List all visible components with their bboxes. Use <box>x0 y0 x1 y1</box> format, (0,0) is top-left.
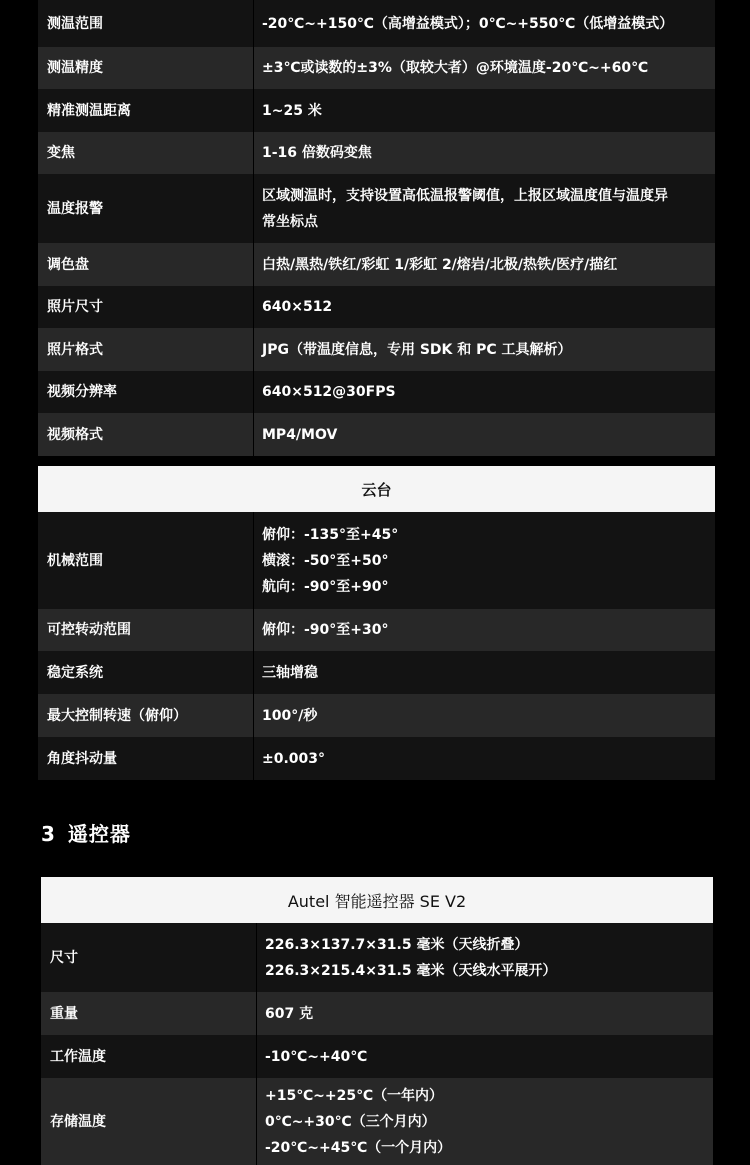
spec-value <box>254 11 715 37</box>
spec-label: 照片格式 <box>38 328 254 371</box>
spec-value <box>254 379 715 405</box>
spec-row <box>38 737 715 780</box>
spec-row <box>38 371 715 413</box>
spec-value-line: 常坐标点 <box>262 213 318 230</box>
remote-header: Autel 智能遥控器 SE V2 <box>41 877 713 923</box>
spec-value <box>254 703 715 729</box>
spec-value-line: 1-16 倍数码变焦 <box>262 145 372 161</box>
spec-value <box>254 746 715 772</box>
spec-value-line: 640×512@30FPS <box>262 384 396 400</box>
spec-value-line: 白热/黑热/铁红/彩虹 1/彩虹 2/熔岩/北极/热铁/医疗/描红 <box>262 256 618 273</box>
spec-value <box>254 183 715 235</box>
spec-label: 机械范围 <box>38 512 254 609</box>
spec-label: 测温精度 <box>38 47 254 89</box>
spec-label: 变焦 <box>38 132 254 174</box>
spec-label: 稳定系统 <box>38 651 254 694</box>
spec-label: 温度报警 <box>38 174 254 243</box>
spec-value-line: 226.3×137.7×31.5 毫米（天线折叠） <box>265 936 529 953</box>
gimbal-header: 云台 <box>38 466 715 512</box>
spec-label: 照片尺寸 <box>38 286 254 328</box>
spec-value <box>254 140 715 166</box>
spec-value-line: MP4/MOV <box>262 426 338 443</box>
spec-value <box>254 294 715 320</box>
spec-row <box>38 47 715 89</box>
spec-value-line: 横滚：-50°至+50° <box>262 552 389 569</box>
section-heading <box>41 818 131 847</box>
spec-label: 工作温度 <box>41 1035 257 1078</box>
spec-label: 可控转动范围 <box>38 609 254 651</box>
spec-value-line: -10℃~+40℃ <box>265 1048 368 1065</box>
spec-value-line: JPG（带温度信息，专用 SDK 和 PC 工具解析） <box>262 341 572 358</box>
spec-row <box>38 89 715 132</box>
spec-row <box>38 174 715 243</box>
spec-row <box>38 132 715 174</box>
spec-value-line: 俯仰：-135°至+45° <box>262 526 399 543</box>
spec-label: 精准测温距离 <box>38 89 254 132</box>
spec-value-line: 三轴增稳 <box>262 664 318 681</box>
spec-value-line: 100°/秒 <box>262 707 318 724</box>
spec-row <box>41 923 713 992</box>
spec-value-line: 0℃~+30℃（三个月内） <box>265 1113 436 1130</box>
spec-value <box>254 422 715 448</box>
spec-value <box>257 1044 713 1070</box>
spec-row <box>38 651 715 694</box>
spec-value-line: -20℃~+150℃（高增益模式）；0℃~+550℃（低增益模式） <box>262 15 674 32</box>
spec-row <box>38 512 715 609</box>
spec-row <box>41 992 713 1035</box>
spec-value <box>254 98 715 124</box>
spec-row <box>38 609 715 651</box>
spec-value <box>254 660 715 686</box>
spec-value-line: ±3℃或读数的±3%（取较大者）@环境温度-20℃~+60℃ <box>262 60 649 76</box>
spec-value <box>254 617 715 643</box>
spec-value-line: 640×512 <box>262 299 333 315</box>
spec-row <box>38 328 715 371</box>
spec-value <box>254 55 715 81</box>
camera-spec-table <box>38 0 715 456</box>
spec-value-line: ±0.003° <box>262 750 326 767</box>
spec-row <box>38 0 715 47</box>
spec-row <box>38 243 715 286</box>
spec-value-line: 航向：-90°至+90° <box>262 578 389 595</box>
spec-label: 重量 <box>41 992 257 1035</box>
gimbal-spec-table <box>38 466 715 780</box>
section-title-text: 遥控器 <box>67 822 131 846</box>
spec-value-line: +15℃~+25℃（一年内） <box>265 1087 444 1104</box>
spec-value-line: 区域测温时，支持设置高低温报警阈值，上报区域温度值与温度异 <box>262 187 668 204</box>
spec-value-line: 226.3×215.4×31.5 毫米（天线水平展开） <box>265 962 557 979</box>
remote-spec-table <box>41 877 713 1165</box>
spec-value-line: 俯仰：-90°至+30° <box>262 622 389 638</box>
spec-row <box>41 1078 713 1165</box>
spec-label: 视频分辨率 <box>38 371 254 413</box>
spec-value <box>257 1083 713 1161</box>
spec-row <box>41 1035 713 1078</box>
spec-label: 测温范围 <box>38 0 254 47</box>
spec-label: 角度抖动量 <box>38 737 254 780</box>
spec-label: 视频格式 <box>38 413 254 456</box>
spec-label: 存储温度 <box>41 1078 257 1165</box>
spec-value <box>257 932 713 984</box>
spec-row <box>38 286 715 328</box>
spec-value <box>254 337 715 363</box>
spec-value <box>257 1001 713 1027</box>
section-number: 3 <box>41 822 56 846</box>
spec-value-line: 607 克 <box>265 1005 314 1022</box>
spec-row <box>38 413 715 456</box>
spec-value-line: -20℃~+45℃（一个月内） <box>265 1139 452 1156</box>
spec-label: 调色盘 <box>38 243 254 286</box>
spec-value-line: 1~25 米 <box>262 102 322 119</box>
spec-value <box>254 252 715 278</box>
spec-row <box>38 694 715 737</box>
spec-value <box>254 522 715 600</box>
spec-label: 尺寸 <box>41 923 257 992</box>
spec-label: 最大控制转速（俯仰） <box>38 694 254 737</box>
